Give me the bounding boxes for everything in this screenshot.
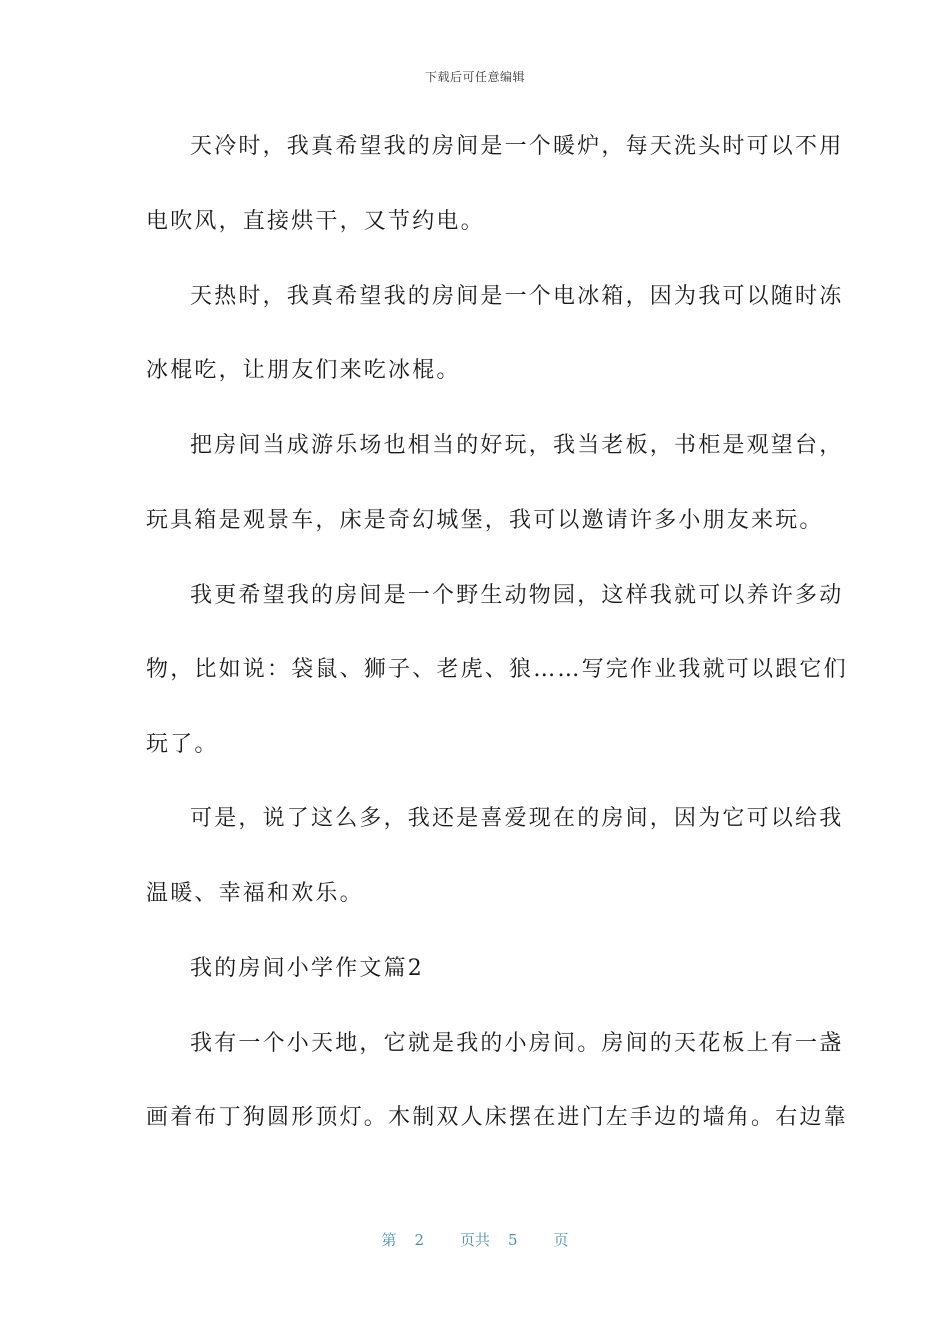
paragraph-line: 天热时，我真希望我的房间是一个电冰箱，因为我可以随时冻 (190, 284, 844, 309)
footer-total-pages: 5 (508, 1231, 518, 1249)
footer-prefix: 第 (381, 1231, 397, 1249)
paragraph-line: 把房间当成游乐场也相当的好玩，我当老板，书柜是观望台， (190, 433, 844, 458)
page-footer (0, 1229, 950, 1250)
paragraph-line: 物，比如说：袋鼠、狮子、老虎、狼……写完作业我就可以跟它们 (146, 657, 848, 682)
paragraph-line: 玩了。 (146, 732, 219, 757)
footer-current-page: 2 (414, 1231, 424, 1249)
footer-middle: 页共 (459, 1231, 490, 1249)
footer-suffix: 页 (553, 1231, 569, 1249)
paragraph-line: 天冷时，我真希望我的房间是一个暖炉，每天洗头时可以不用 (190, 134, 844, 159)
paragraph-line: 玩具箱是观景车，床是奇幻城堡，我可以邀请许多小朋友来玩。 (146, 508, 824, 533)
paragraph-line: 我更希望我的房间是一个野生动物园，这样我就可以养许多动 (190, 583, 844, 608)
paragraph-line: 电吹风，直接烘干，又节约电。 (146, 209, 485, 234)
paragraph-line: 冰棍吃，让朋友们来吃冰棍。 (146, 358, 461, 383)
paragraph-line: 我有一个小天地，它就是我的小房间。房间的天花板上有一盏 (190, 1031, 844, 1056)
paragraph-line: 可是，说了这么多，我还是喜爱现在的房间，因为它可以给我 (190, 806, 844, 831)
paragraph-line: 画着布丁狗圆形顶灯。木制双人床摆在进门左手边的墙角。右边靠 (146, 1105, 848, 1130)
paragraph-line: 温暖、幸福和欢乐。 (146, 881, 364, 906)
page-header: 下载后可任意编辑 (424, 70, 525, 84)
section-heading: 我的房间小学作文篇2 (190, 956, 424, 981)
